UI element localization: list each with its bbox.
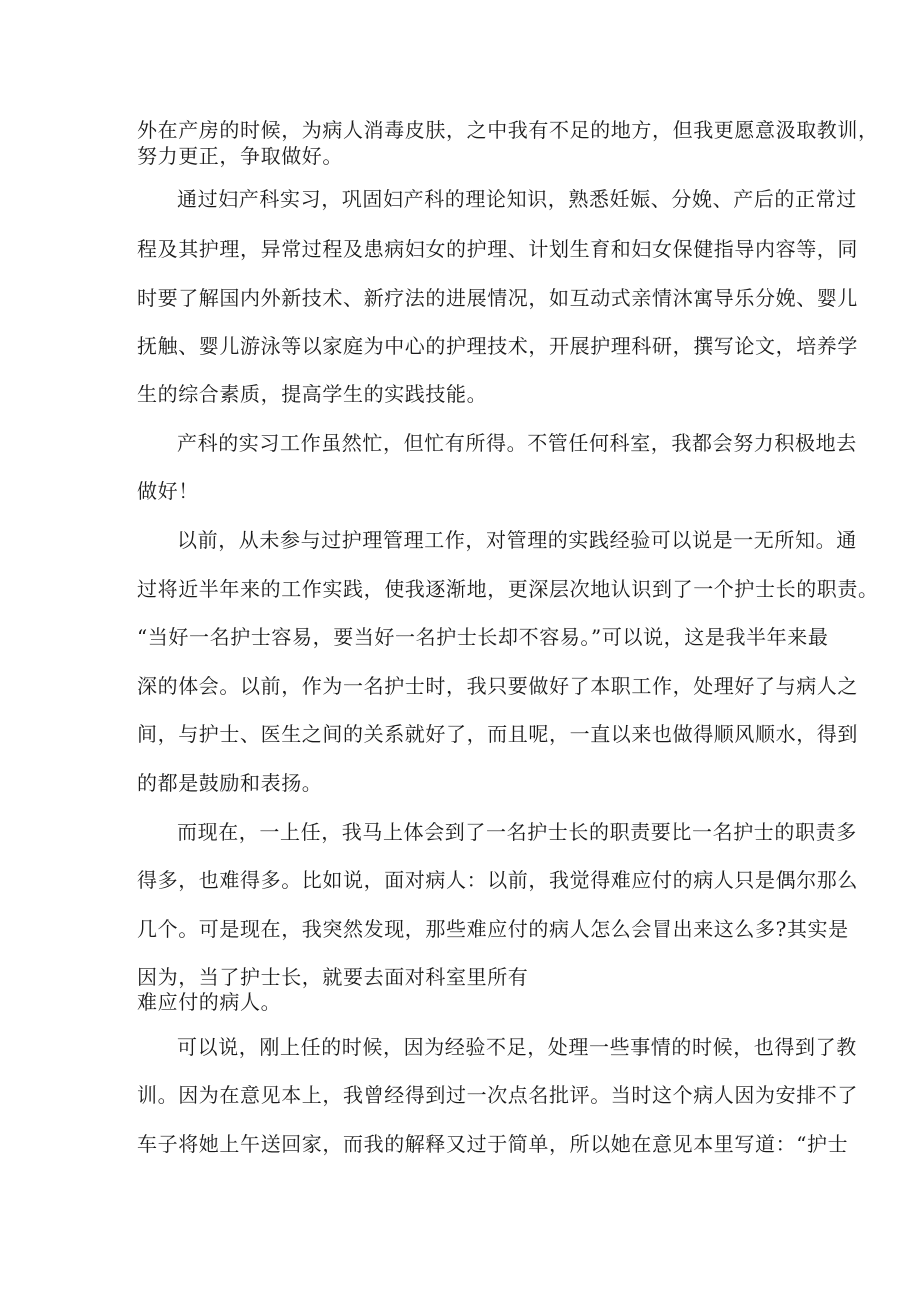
text-line: 做好！ bbox=[137, 479, 199, 503]
paragraph-start-line: 产科的实习工作虽然忙，但忙有所得。不管任何科室，我都会努力积极地去 bbox=[177, 431, 857, 455]
text-line: 间，与护士、医生之间的关系就好了，而且呢，一直以来也做得顺风顺水，得到 bbox=[137, 722, 858, 746]
paragraph-start-line: 以前，从未参与过护理管理工作，对管理的实践经验可以说是一无所知。通 bbox=[177, 528, 857, 552]
paragraph-start-line: 而现在，一上任，我马上体会到了一名护士长的职责要比一名护士的职责多 bbox=[177, 820, 857, 844]
text-line: 的都是鼓励和表扬。 bbox=[137, 771, 323, 795]
text-line: 生的综合素质，提高学生的实践技能。 bbox=[137, 382, 488, 406]
text-line: 抚触、婴儿游泳等以家庭为中心的护理技术，开展护理科研，撰写论文，培养学 bbox=[137, 334, 858, 358]
text-line: 车子将她上午送回家，而我的解释又过于简单，所以她在意见本里写道：“护士 bbox=[137, 1132, 849, 1156]
text-line: 深的体会。以前，作为一名护士时，我只要做好了本职工作，处理好了与病人之 bbox=[137, 674, 858, 698]
text-line: 得多，也难得多。比如说，面对病人：以前，我觉得难应付的病人只是偶尔那么 bbox=[137, 868, 858, 892]
text-line: 难应付的病人。 bbox=[137, 990, 282, 1014]
paragraph-start-line: 可以说，刚上任的时候，因为经验不足，处理一些事情的时候，也得到了教 bbox=[177, 1035, 857, 1059]
text-line: 时要了解国内外新技术、新疗法的进展情况，如互动式亲情沐寓导乐分娩、婴儿 bbox=[137, 286, 858, 310]
text-line: 外在产房的时候，为病人消毒皮肤，之中我有不足的地方，但我更愿意汲取教训， bbox=[137, 118, 879, 142]
text-line: 训。因为在意见本上，我曾经得到过一次点名批评。当时这个病人因为安排不了 bbox=[137, 1083, 858, 1107]
text-line: 努力更正，争取做好。 bbox=[137, 144, 343, 168]
text-line: 程及其护理，异常过程及患病妇女的护理、计划生育和妇女保健指导内容等，同 bbox=[137, 237, 858, 261]
text-line: 因为，当了护士长，就要去面对科室里所有 bbox=[137, 965, 529, 989]
text-line: “当好一名护士容易，要当好一名护士长却不容易。”可以说，这是我半年来最 bbox=[137, 625, 829, 649]
text-line: 几个。可是现在，我突然发现，那些难应付的病人怎么会冒出来这么多?其实是 bbox=[137, 917, 849, 941]
paragraph-start-line: 通过妇产科实习，巩固妇产科的理论知识，熟悉妊娠、分娩、产后的正常过 bbox=[177, 187, 857, 211]
text-line: 过将近半年来的工作实践，使我逐渐地，更深层次地认识到了一个护士长的职责。 bbox=[137, 577, 879, 601]
